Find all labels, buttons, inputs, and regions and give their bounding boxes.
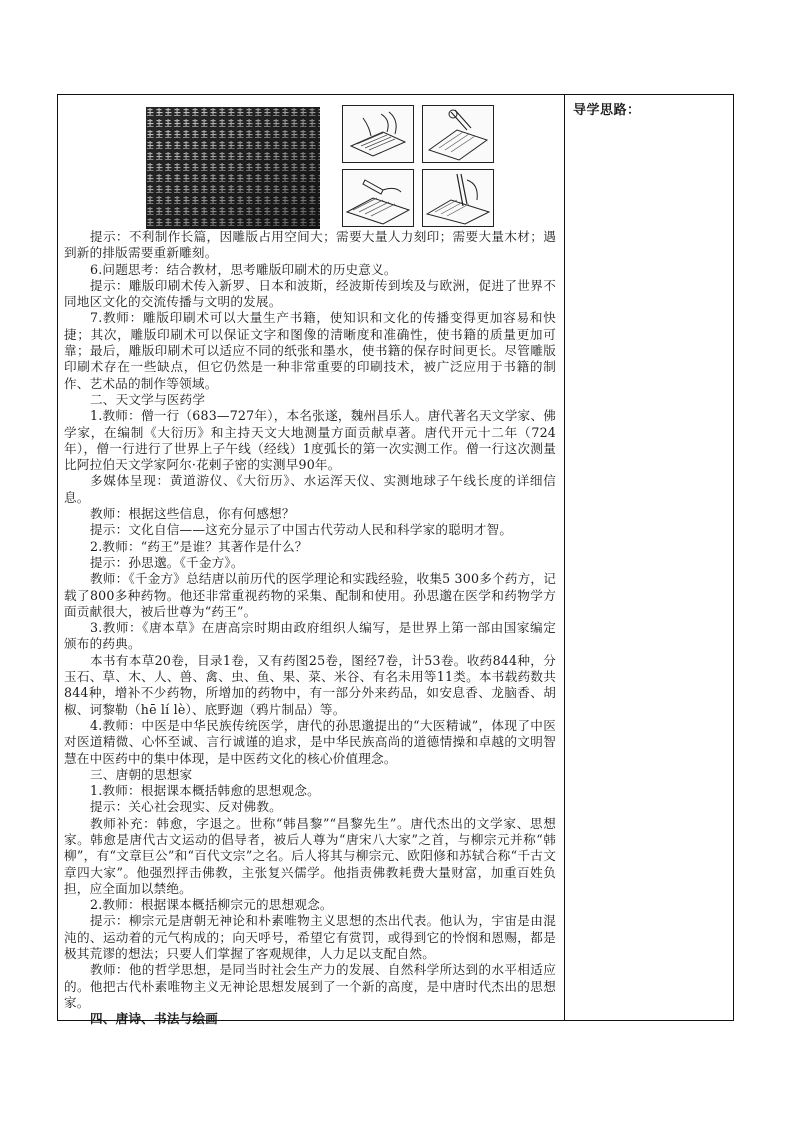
teacher-paragraph: 1.教师：根据课本概括韩愈的思想观念。 [90,783,320,799]
multimedia-paragraph: 多媒体呈现：黄道游仪、《大衍历》、水运浑天仪、实测地球子午线长度的详细信息。 [64,473,556,505]
hint-paragraph: 提示：柳宗元是唐朝无神论和朴素唯物主义思想的杰出代表。他认为，宇宙是由混沌的、运动着的元气构成的；向天呼号，希望它有赏罚，或得到它的怜悯和恩赐，都是极其荒谬的想法；只要人们掌握了客观规律，人力足以支配自然。 [64,913,556,962]
sketch-panel-b [422,105,494,163]
section-heading: 二、天文学与医药学 [90,391,206,407]
teacher-paragraph: 教师：他的哲学思想，是同当时社会生产力的发展、自然科学所达到的水平相适应的。他把古代朴素唯物主义无神论思想发展到了一个新的高度，是中唐时代杰出的思想家。 [64,962,556,1010]
teacher-supplement-paragraph: 教师补充：韩愈，字退之。世称“韩昌黎”“昌黎先生”。唐代杰出的文学家、思想家。韩愈是唐代古文运动的倡导者，被后人尊为“唐宋八大家”之首，与柳宗元并称“韩柳”，有“文章巨公”和“百代文宗”之名。后人将其与柳宗元、欧阳修和苏轼合称“千古文章四大家”。他强烈抨击佛教，主张复兴儒学。他指责佛教耗费大量财富，加重百姓负担，应全面加以禁绝。 [64,815,556,896]
hint-paragraph: 提示：雕版印刷术传入新罗、日本和波斯，经波斯传到埃及与欧洲，促进了世界不同地区文化的交流传播与文明的发展。 [64,277,556,310]
section-heading: 三、唐朝的思想家 [90,766,193,782]
main-column [64,101,556,1028]
hint-paragraph: 提示：不利制作长篇，因雕版占用空间大；需要大量人力刻印；需要大量木材；遇到新的排版需要重新雕刻。 [64,229,556,261]
woodblock-carving-photo [146,107,320,229]
hint-paragraph: 提示：孙思邈。《千金方》。 [90,554,244,570]
column-divider [564,95,565,1020]
sketch-panel-c [342,169,414,227]
hint-paragraph: 提示：关心社会现实、反对佛教。 [90,799,282,815]
figure-row [64,101,556,229]
teacher-paragraph: 2.教师：“药王”是谁？其著作是什么？ [90,538,308,554]
guide-notes-label: 导学思路： [573,103,641,118]
lesson-table [57,94,734,1027]
sketch-panel-a [342,105,414,163]
printing-process-sketch [342,105,495,229]
teacher-paragraph: 4.教师：中医是中华民族传统医学，唐代的孙思邈提出的“大医精诚”，体现了中医对医道精微、心怀至诚、言行诚谨的追求，是中华民族高尚的道德情操和卓越的文明智慧在中医药中的集中体现，是中医药文化的核心价值理念。 [64,717,556,766]
teacher-paragraph: 2.教师：根据课本概括柳宗元的思想观念。 [90,897,333,913]
teacher-paragraph: 7.教师：雕版印刷术可以大量生产书籍，使知识和文化的传播变得更加容易和快捷；其次，雕版印刷术可以保证文字和图像的清晰度和准确性，使书籍的质量更加可靠；最后，雕版印刷术可以适应不同的纸张和墨水，使书籍的保存时间更长。尽管雕版印刷术存在一些缺点，但它仍然是一种非常重要的印刷技术，被广泛应用于书籍的制作、艺术品的制作等领域。 [64,310,556,391]
teacher-paragraph: 教师：根据这些信息，你有何感想？ [90,506,295,522]
hint-paragraph: 提示：文化自信——这充分显示了中国古代劳动人民和科学家的聪明才智。 [90,522,513,538]
teacher-paragraph: 3.教师：《唐本草》在唐高宗时期由政府组织人编写，是世界上第一部由国家编定颁布的药典。 [64,620,556,652]
content-paragraph: 本书有本草20卷，目录1卷，又有药图25卷，图经7卷，计53卷。收药844种，分玉石、草、木、人、兽、禽、虫、鱼、果、菜、米谷、有名未用等11类。本书载药数共844种，增补不少药物，所增加的药物中，有一部分外来药品，如安息香、龙脑香、胡椒、诃黎勒（hē lí lè）、底野迦（鸦片制品）等。 [64,652,556,717]
question-paragraph: 6.问题思考：结合教材，思考雕版印刷术的历史意义。 [90,261,397,277]
teacher-paragraph: 1.教师：僧一行（683—727年），本名张遂，魏州昌乐人。唐代著名天文学家、佛学家，在编制《大衍历》和主持天文大地测量方面贡献卓著。唐代开元十二年（724年），僧一行进行了世界上子午线（经线）1度弧长的第一次实测工作。僧一行这次测量比阿拉伯天文学家阿尔·花剌子密的实测早90年。 [64,408,556,473]
section-heading: 四、唐诗、书法与绘画 [90,1011,218,1027]
sketch-panel-d [422,169,494,227]
teacher-paragraph: 教师：《千金方》总结唐以前历代的医学理论和实践经验，收集5 300多个药方，记载了800多种药物。他还非常重视药物的采集、配制和使用。孙思邈在医学和药物学方面贡献很大，被后世尊为“药王”。 [64,571,556,619]
